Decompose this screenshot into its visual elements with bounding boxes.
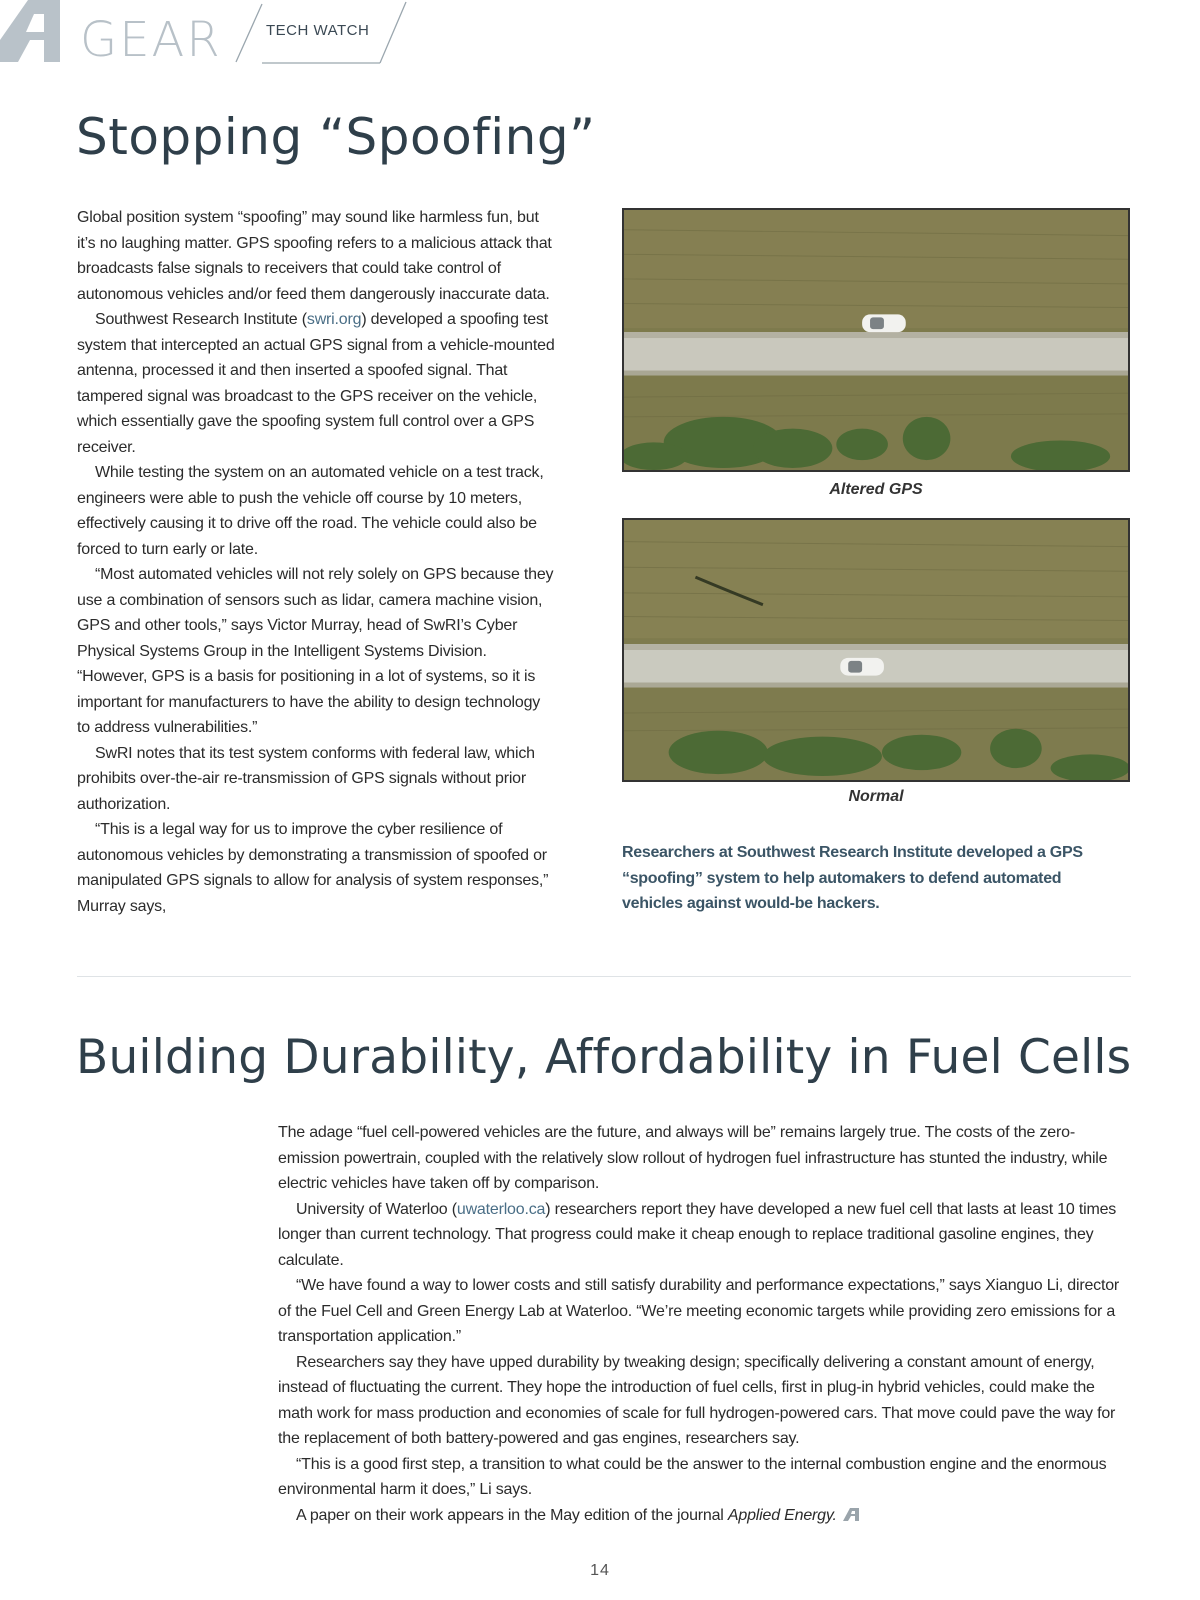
uwaterloo-link[interactable]: uwaterloo.ca	[456, 1200, 546, 1218]
paragraph-text: Southwest Research Institute (	[95, 311, 307, 328]
section-label: GEAR	[80, 12, 222, 68]
photo-label-altered: Altered GPS	[829, 481, 923, 498]
swri-link[interactable]: swri.org	[306, 311, 362, 328]
paragraph: While testing the system on an automated vehicle on a test track, engineers were able to push the vehicle off course by 10 meters, effectively causing it to drive off the road. The vehicle could also be forced to turn early or late.	[77, 464, 544, 558]
paragraph: The adage “fuel cell-powered vehicles are the future, and always will be” remains largely true. The costs of the zero-emission powertrain, coupled with the relatively slow rollout of hydrogen fuel infrastructure has stunted the industry, while electric vehicles have taken off by comparison.	[278, 1124, 1108, 1192]
section-divider	[77, 976, 1131, 977]
aerial-photo-altered-gps	[622, 208, 1130, 472]
paragraph	[278, 1503, 1131, 1529]
paragraph: “This is a legal way for us to improve the cyber resilience of autonomous vehicles by demonstrating a transmission of spoofed or manipulated GPS signals to allow for analysis of system responses,” Murray says,	[77, 821, 549, 915]
article-body	[77, 205, 557, 919]
paragraph: SwRI notes that its test system conforms with federal law, which prohibits over-the-air re-transmission of GPS signals without prior authorization.	[77, 744, 535, 813]
paragraph	[77, 307, 557, 460]
photo-label-normal: Normal	[848, 788, 904, 805]
paragraph-text: ) developed a spoofing test system that intercepted an actual GPS signal from a vehicle-mounted antenna, processed it and then inserted a spoofed signal. That tampered signal was broadcast to the GPS receiver on the vehicle, which essentially gave the spoofing system full control over a GPS receiver.	[77, 311, 555, 456]
figure-caption: Researchers at Southwest Research Institute developed a GPS “spoofing” system to help automakers to defend automated vehicles against would-be hackers.	[622, 844, 1083, 912]
end-of-article-icon	[843, 1508, 859, 1521]
aerial-photo-normal	[622, 518, 1130, 782]
paragraph: “We have found a way to lower costs and still satisfy durability and performance expectations,” says Xianguo Li, director of the Fuel Cell and Green Energy Lab at Waterloo. “We’re meeting economic targets while providing zero emissions for a transportation application.”	[278, 1277, 1120, 1345]
subsection-label: TECH WATCH	[266, 22, 370, 39]
journal-name: Applied Energy.	[727, 1506, 837, 1524]
article-title: Stopping “Spoofing”	[76, 108, 596, 166]
paragraph: “This is a good first step, a transition to what could be the answer to the internal combustion engine and the enormous environmental harm it does,” Li says.	[278, 1455, 1107, 1498]
paragraph: Global position system “spoofing” may sound like harmless fun, but it’s no laughing matter. GPS spoofing refers to a malicious attack that broadcasts false signals to receivers that could take control of autonomous vehicles and/or feed them dangerously inaccurate data.	[77, 209, 552, 303]
paragraph	[278, 1197, 1131, 1274]
paragraph: Researchers say they have upped durability by tweaking design; specifically delivering a constant amount of energy, instead of fluctuating the current. They hope the introduction of fuel cells, first in plug-in hybrid vehicles, could make the math work for mass production and economies of scale for full hydrogen-powered cars. That move could pave the way for the replacement of both battery-powered and gas engines, researchers say.	[278, 1353, 1116, 1447]
article-title: Building Durability, Affordability in Fuel Cells	[76, 1030, 1132, 1085]
paragraph: “Most automated vehicles will not rely solely on GPS because they use a combination of sensors such as lidar, camera machine vision, GPS and other tools,” says Victor Murray, head of SwRI’s Cyber Physical Systems Group in the Intelligent Systems Division. “However, GPS is a basis for positioning in a lot of systems, so it is important for manufacturers to have the ability to design technology to address vulnerabilities.”	[77, 566, 554, 736]
article-body	[278, 1120, 1131, 1528]
paragraph-text: A paper on their work appears in the May edition of the journal	[296, 1506, 728, 1524]
page-number: 14	[590, 1562, 610, 1579]
paragraph-text: University of Waterloo (	[296, 1200, 457, 1218]
paragraph-text: ) researchers report they have developed a new fuel cell that lasts at least 10 times longer than current technology. That progress could make it cheap enough to replace traditional gasoline engines, they calculate.	[278, 1200, 1117, 1269]
